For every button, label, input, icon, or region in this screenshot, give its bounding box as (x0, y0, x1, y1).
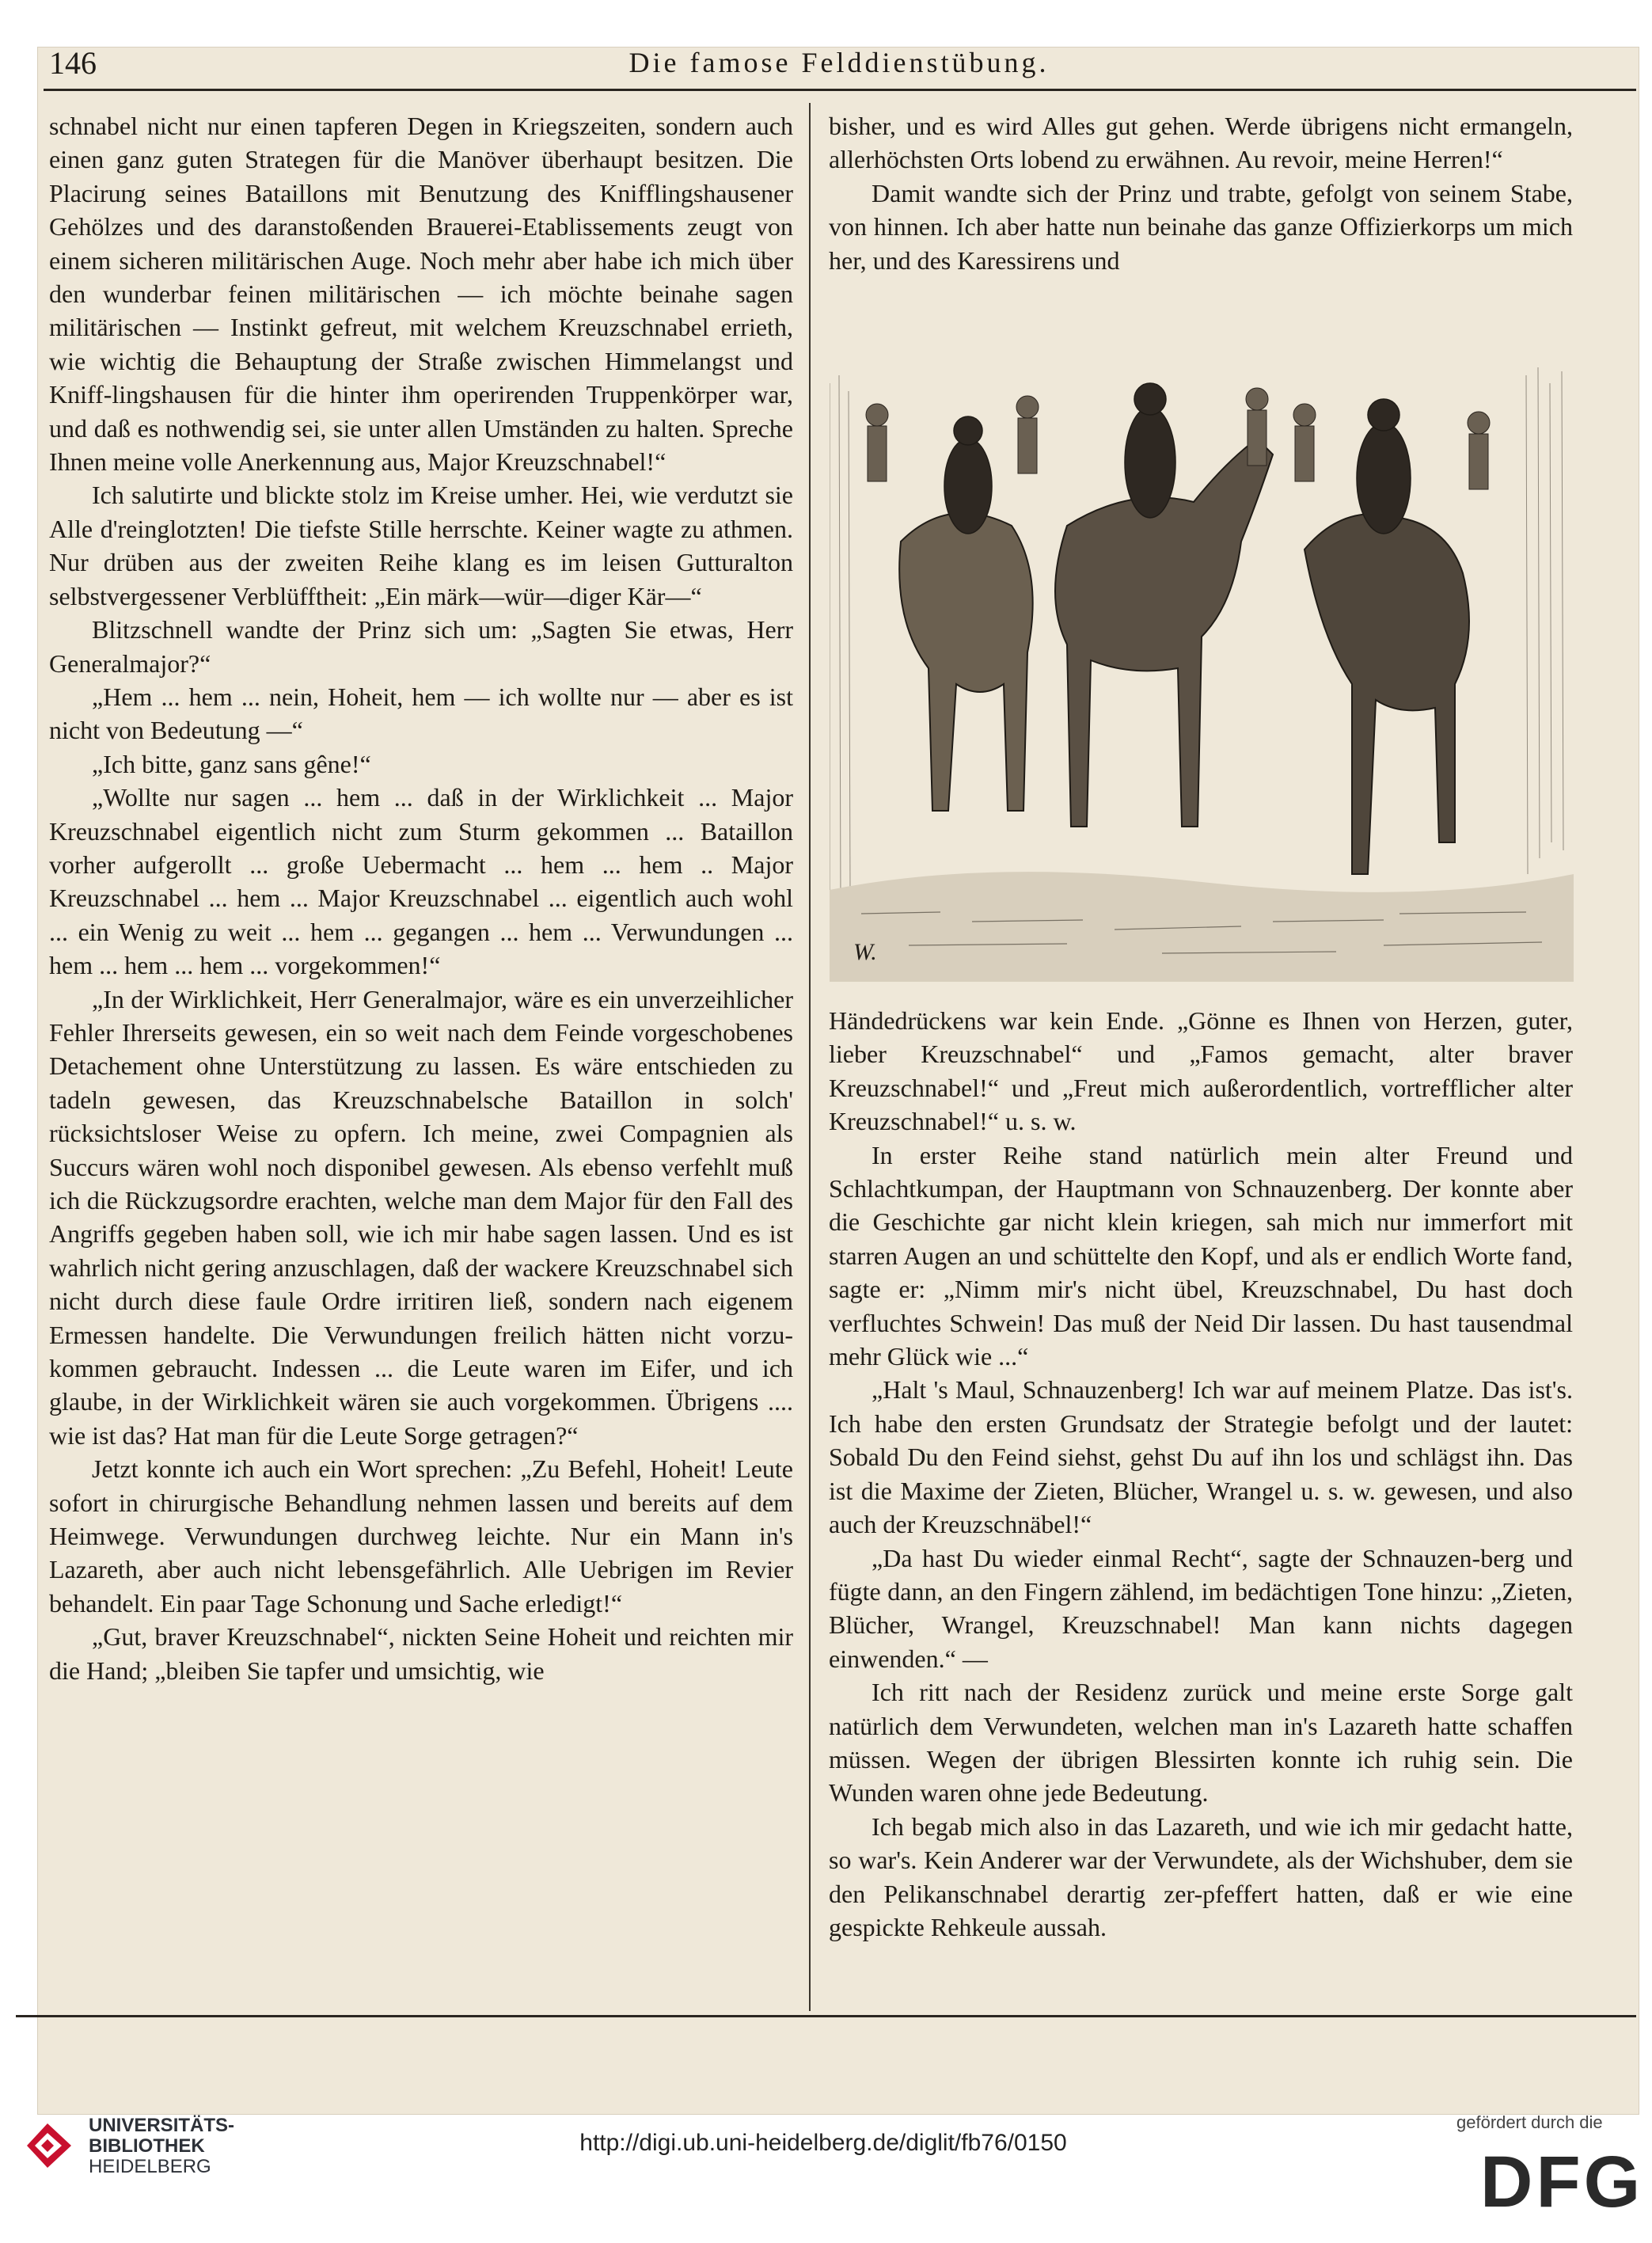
paragraph: „Hem ... hem ... nein, Hoheit, hem — ich wollte nur — aber es ist nicht von Bedeutung —“ (49, 682, 793, 745)
paragraph: „Ich bitte, ganz sans gêne!“ (92, 749, 371, 778)
paragraph: „Gut, braver Kreuzschnabel“, nickten Seine Hoheit und reichten mir die Hand; „bleiben Sie tapfer und umsichtig, wie (49, 1622, 793, 1685)
running-title: Die famose Felddienstübung. (629, 47, 1050, 78)
paragraph: „Halt 's Maul, Schnauzenberg! Ich war auf meinem Platze. Das ist's. Ich habe den ersten Grundsatz der Strategie befolgt und der lautet: Sobald Du den Feind siehst, gehst Du auf ihn los und schlägst ihn. Das ist die Maxime der Zieten, Blücher, Wrangel u. s. w. gewesen, und also auch der Kreuzschnäbel!“ (829, 1375, 1573, 1539)
paragraph: „Da hast Du wieder einmal Recht“, sagte der Schnauzen-berg und fügte dann, an den Fingern zählend, im bedächtigen Tone hinzu: „Zieten, Blücher, Wrangel, Kreuzschnabel! Man kann nichts dagegen einwenden.“ — (829, 1543, 1573, 1673)
paragraph: „Wollte nur sagen ... hem ... daß in der Wirklichkeit ... Major Kreuzschnabel eigentlich nicht zum Sturm gekommen ... Bataillon vorher aufgerollt ... große Uebermacht ... hem ... hem .. Major Kreuzschnabel ... hem ... Major Kreuzschnabel ... eigentlich auch wohl ... ein Wenig zu weit ... hem ... gegangen ... hem ... Verwundungen ... hem ... hem ... hem ... vorgekommen!“ (49, 783, 793, 980)
right-column-bottom (829, 1004, 1573, 1944)
footer-rule (16, 2015, 1636, 2017)
paragraph: „In der Wirklichkeit, Herr Generalmajor, wäre es ein unverzeihlicher Fehler Ihrerseits gewesen, ein so weit nach dem Feinde vorgeschobenes Detachement ohne Unterstützung zu lassen. Es wäre entschieden zu tadeln gewesen, das Kreuzschnabelsche Bataillon in solch' rücksichtsloser Weise zu opfern. Ich meine, zwei Compagnien als Succurs wären wohl noch disponibel gewesen. Als ebenso verfehlt muß ich die Rückzugsordre erachten, welche man dem Major für den Fall des Angriffs gegeben haben soll, wie ich mir habe sagen lassen. Und es ist wahrlich nicht gering anzuschlagen, daß der wackere Kreuzschnabel sich nicht durch diese faule Ordre irritiren ließ, sondern nach eigenem Ermessen handelte. Die Verwundungen freilich hätten nicht vorzu-kommen gebraucht. Indessen ... die Leute waren im Eifer, und ich glaube, in der Wirklichkeit wären sie auch vorgekommen. Übrigens .... wie ist das? Hat man für die Leute Sorge getragen?“ (49, 984, 793, 1450)
dfg-logo: DFG (1480, 2142, 1644, 2222)
left-column (49, 109, 793, 1687)
paragraph: Ich begab mich also in das Lazareth, und wie ich mir gedacht hatte, so war's. Kein Anderer war der Verwundete, als der Wichshuber, dem sie den Pelikanschnabel derartig zer-pfeffert hatten, daß er wie eine gespickte Rehkeule aussah. (829, 1812, 1573, 1941)
paragraph: Händedrückens war kein Ende. „Gönne es Ihnen von Herzen, guter, lieber Kreuzschnabel“ und „Famos gemacht, alter braver Kreuzschnabel!“ und „Freut mich außerordentlich, vortrefflicher alter Kreuzschnabel!“ u. s. w. (829, 1006, 1573, 1136)
digital-object-url[interactable]: http://digi.ub.uni-heidelberg.de/diglit/fb76/0150 (579, 2130, 1067, 2156)
funding-caption: gefördert durch die (1456, 2112, 1603, 2132)
library-name (89, 2116, 234, 2177)
paragraph: Damit wandte sich der Prinz und trabte, gefolgt von seinem Stabe, von hinnen. Ich aber hatte nun beinahe das ganze Offizierkorps um mich her, und des Karessirens und (829, 178, 1573, 275)
paragraph: In erster Reihe stand natürlich mein alter Freund und Schlachtkumpan, der Hauptmann von Schnauzenberg. Der konnte aber die Geschichte gar nicht klein kriegen, sah mich nur immerfort mit starren Augen an und schüttelte den Kopf, und als er endlich Worte fand, sagte er: „Nimm mir's nicht übel, Kreuzschnabel, Du hast doch verfluchtes Schwein! Das muß der Neid Dir lassen. Du hast tausendmal mehr Glück wie ...“ (829, 1140, 1573, 1371)
paragraph: Blitzschnell wandte der Prinz sich um: „Sagten Sie etwas, Herr Generalmajor?“ (49, 615, 793, 678)
paragraph: bisher, und es wird Alles gut gehen. Werde übrigens nicht ermangeln, allerhöchsten Orts lobend zu erwähnen. Au revoir, meine Herren!“ (829, 112, 1573, 174)
paragraph: Ich salutirte und blickte stolz im Kreise umher. Hei, wie verdutzt sie Alle d'reinglotzten! Die tiefste Stille herrschte. Keiner wagte zu athmen. Nur drüben aus der zweiten Reihe klang es im leisen Gutturalton selbstvergessener Verblüfftheit: „Ein märk—wür—diger Kär—“ (49, 481, 793, 610)
column-divider (809, 103, 811, 2011)
right-column-top (829, 109, 1573, 277)
paragraph: schnabel nicht nur einen tapferen Degen in Kriegszeiten, sondern auch einen ganz guten Strategen für die Manöver überhaupt besitzen. Die Placirung seines Bataillons mit Benutzung des Knifflingshausener Gehölzes und des daranstoßenden Brauerei-Etablissements zeugt von einem sicheren militärischen Auge. Noch mehr aber habe ich mich über den wunderbar feinen militärischen — ich möchte beinahe sagen militärischen — Instinkt gefreut, mit welchem Kreuzschnabel errieth, wie wichtig die Behauptung der Straße zwischen Himmelangst und Kniff-lingshausen für die hinter ihm operirenden Truppenkörper war, und daß es nothwendig sei, sie unter allen Umständen zu halten. Spreche Ihnen meine volle Anerkennung aus, Major Kreuzschnabel!“ (49, 112, 793, 477)
page-number: 146 (49, 45, 97, 81)
paragraph: Jetzt konnte ich auch ein Wort sprechen: „Zu Befehl, Hoheit! Leute sofort in chirurgische Behandlung nehmen lassen und bereits auf dem Heimwege. Verwundungen durchweg leichte. Nur ein Mann in's Lazareth, aber auch nicht lebensgefährlich. Alle Uebrigen im Revier behandelt. Ein paar Tage Schonung und Sache erledigt!“ (49, 1454, 793, 1618)
library-name-line: UNIVERSITÄTS- (89, 2115, 235, 2136)
library-name-line: BIBLIOTHEK (89, 2135, 205, 2157)
paragraph: Ich ritt nach der Residenz zurück und meine erste Sorge galt natürlich dem Verwundeten, welchen man in's Lazareth hatte schaffen müssen. Wegen der übrigen Blessirten konnte ich ruhig sein. Die Wunden waren ohne jede Bedeutung. (829, 1678, 1573, 1808)
illustration-signature: W. (853, 939, 877, 965)
header-rule (44, 89, 1636, 91)
library-name-line: HEIDELBERG (89, 2156, 211, 2177)
engraving-officers-on-horseback (830, 367, 1574, 982)
